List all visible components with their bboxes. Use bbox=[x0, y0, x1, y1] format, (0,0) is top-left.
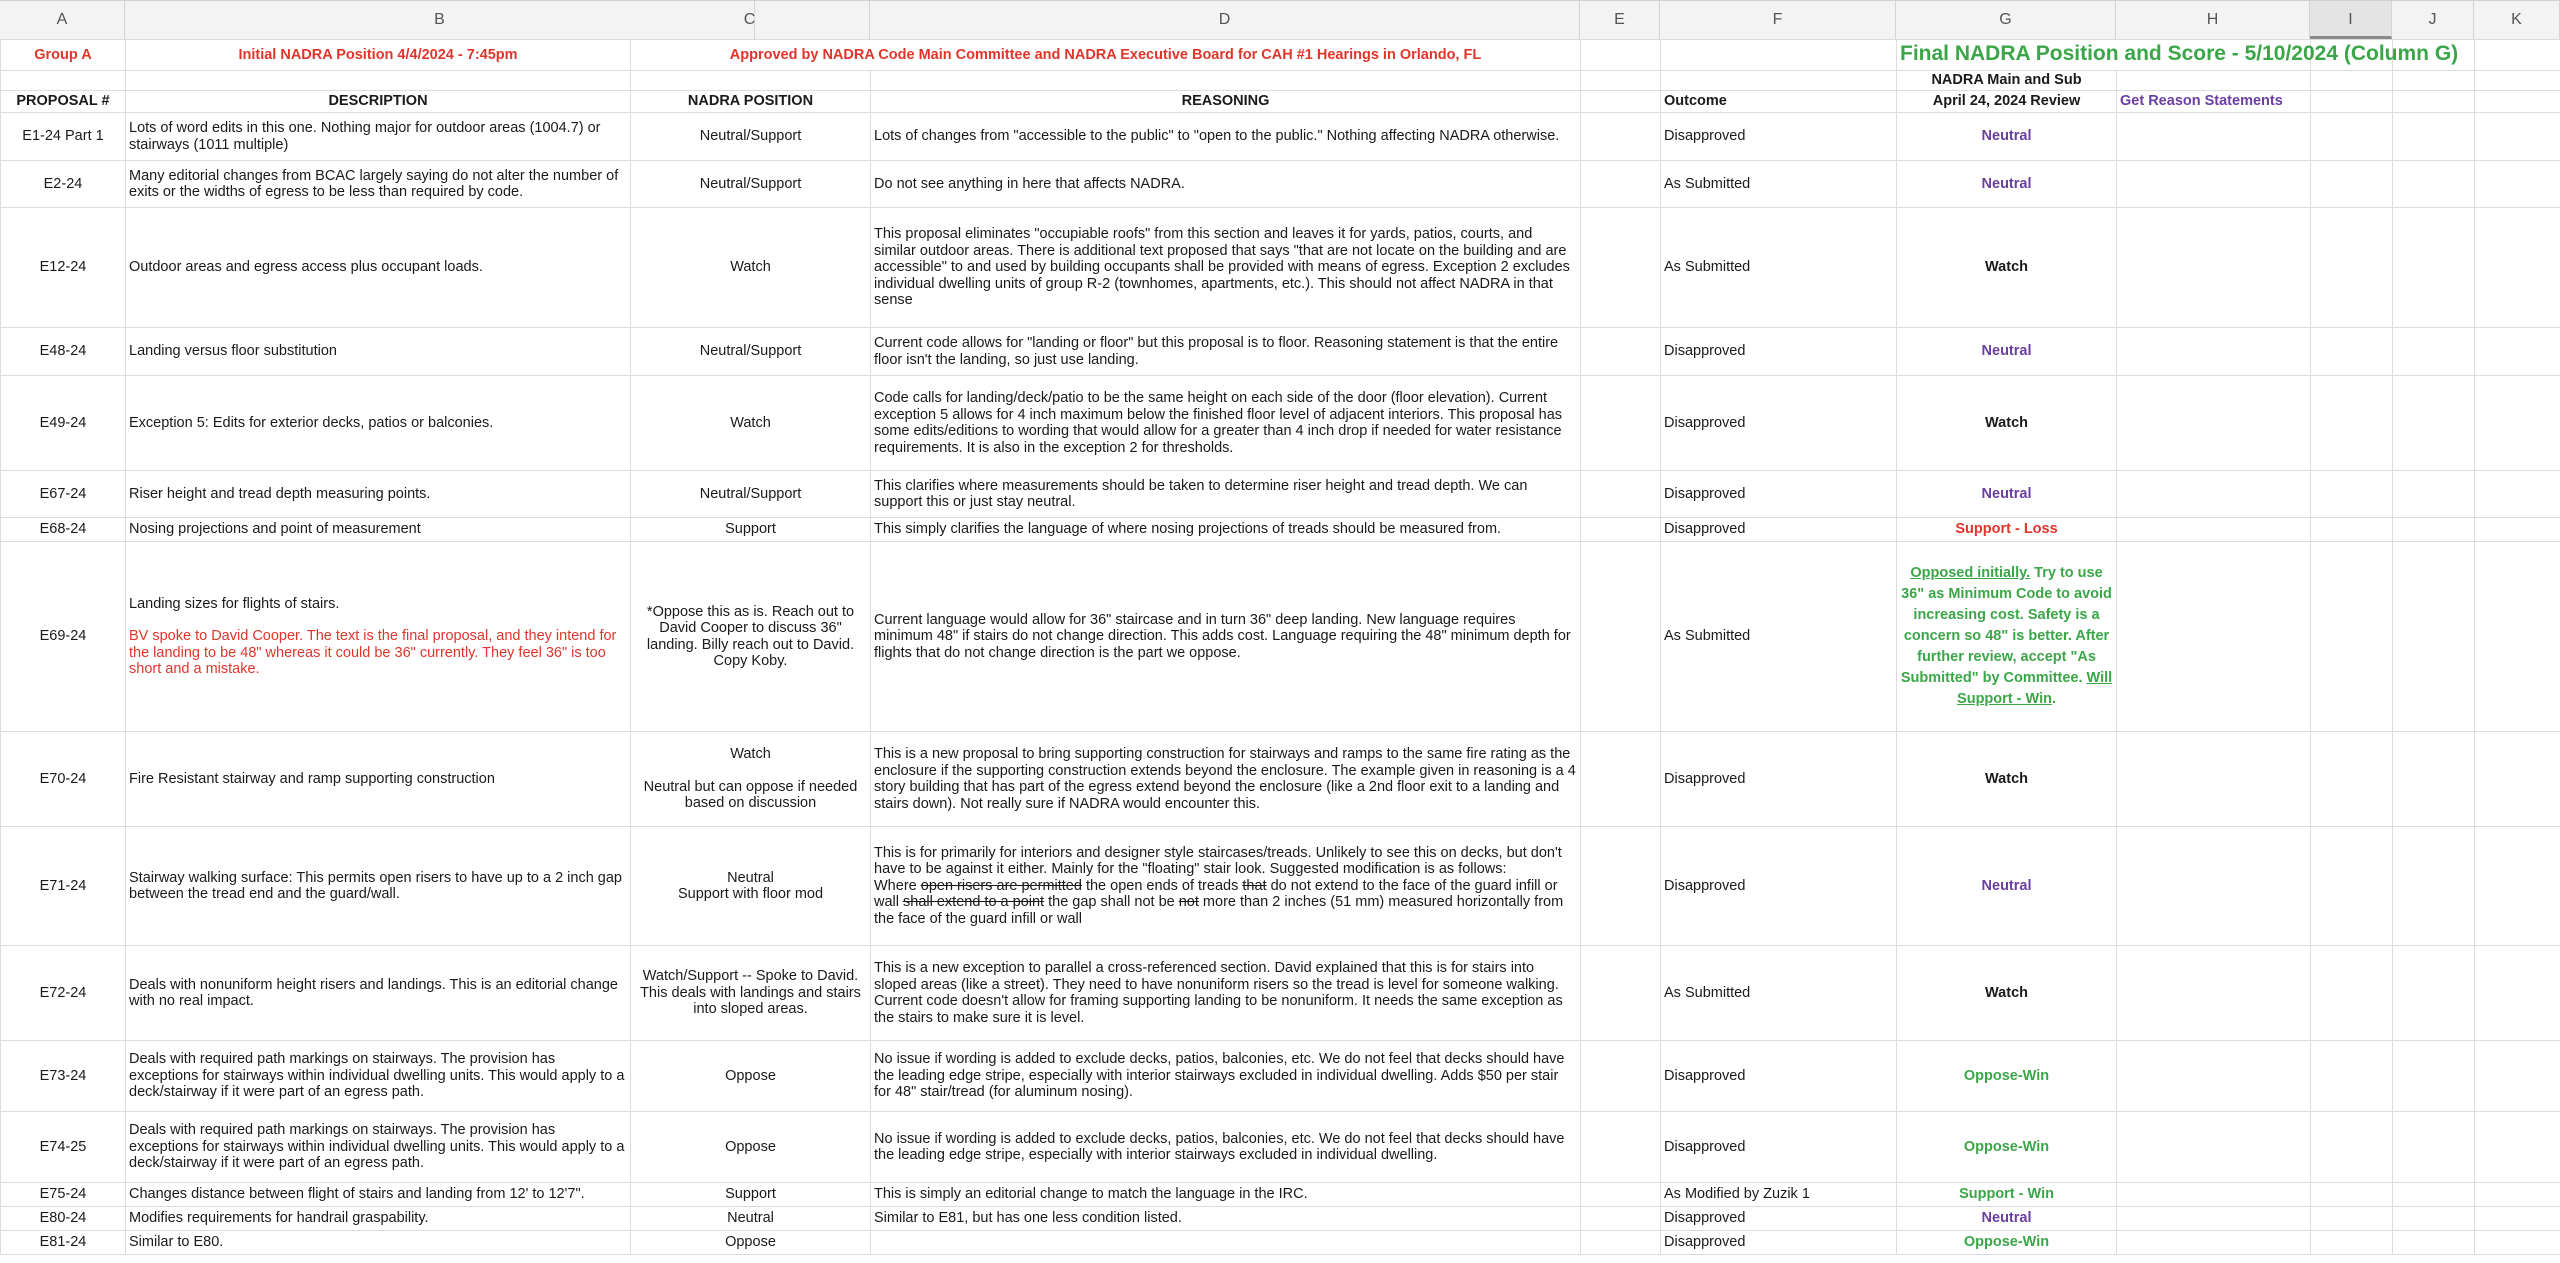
cell[interactable] bbox=[2475, 518, 2560, 542]
cell[interactable] bbox=[2311, 471, 2393, 518]
proposal-id[interactable]: E75-24 bbox=[1, 1183, 126, 1207]
cell[interactable] bbox=[2475, 542, 2560, 732]
nadra-position[interactable]: *Oppose this as is. Reach out to David Cooper to discuss 36" landing. Billy reach out to David. Copy Koby. bbox=[631, 542, 871, 732]
header-description[interactable]: DESCRIPTION bbox=[126, 91, 631, 113]
table-row bbox=[1, 1112, 2560, 1183]
description[interactable] bbox=[126, 542, 631, 732]
cell[interactable] bbox=[2393, 161, 2475, 208]
reasoning[interactable]: Current language would allow for 36" staircase and in turn 36" deep landing. New language requires minimum 48" if stairs do not change direction. This adds cost. Language requiring the 48" minimum depth for flights that do not change direction is the part we oppose. bbox=[871, 542, 1581, 732]
proposal-id[interactable]: E74-25 bbox=[1, 1112, 126, 1183]
cell[interactable] bbox=[2311, 328, 2393, 376]
cell[interactable] bbox=[1581, 113, 1661, 161]
cell[interactable] bbox=[2117, 376, 2311, 471]
cell[interactable] bbox=[2475, 208, 2560, 328]
outcome[interactable]: Disapproved bbox=[1661, 1231, 1897, 1255]
cell[interactable] bbox=[2117, 1041, 2311, 1112]
cell[interactable] bbox=[2311, 827, 2393, 946]
cell[interactable] bbox=[2393, 113, 2475, 161]
column-header-k[interactable]: K bbox=[2474, 1, 2560, 39]
description[interactable]: Fire Resistant stairway and ramp supporting construction bbox=[126, 732, 631, 827]
cell[interactable] bbox=[2393, 827, 2475, 946]
cell[interactable] bbox=[1581, 1112, 1661, 1183]
header-row bbox=[1, 91, 2560, 113]
description[interactable]: Riser height and tread depth measuring points. bbox=[126, 471, 631, 518]
mod-text: the open ends of treads bbox=[1081, 877, 1243, 894]
cell[interactable] bbox=[2311, 518, 2393, 542]
final-score[interactable]: Watch bbox=[1897, 946, 2117, 1041]
column-header-h[interactable]: H bbox=[2116, 1, 2310, 39]
final-score[interactable]: Oppose-Win bbox=[1897, 1112, 2117, 1183]
column-header-c[interactable]: C bbox=[630, 1, 870, 39]
nadra-position[interactable] bbox=[631, 827, 871, 946]
cell[interactable] bbox=[2475, 91, 2560, 113]
cell[interactable] bbox=[2393, 1207, 2475, 1231]
cell[interactable] bbox=[2393, 1231, 2475, 1255]
cell[interactable] bbox=[2117, 208, 2311, 328]
cell[interactable] bbox=[1581, 208, 1661, 328]
get-reason-statements-cell[interactable] bbox=[2117, 91, 2311, 113]
column-header-f[interactable]: F bbox=[1660, 1, 1896, 39]
nadra-position[interactable]: Watch bbox=[631, 208, 871, 328]
struck-text: not bbox=[1178, 894, 1199, 911]
column-header-i[interactable]: I bbox=[2310, 1, 2392, 39]
cell[interactable] bbox=[2393, 732, 2475, 827]
description[interactable]: Stairway walking surface: This permits open risers to have up to a 2 inch gap between the tread end and the guard/wall. bbox=[126, 827, 631, 946]
nadra-position[interactable]: Watch bbox=[631, 376, 871, 471]
cell[interactable] bbox=[2311, 1041, 2393, 1112]
final-score[interactable]: Support - Loss bbox=[1897, 518, 2117, 542]
cell[interactable] bbox=[2393, 1183, 2475, 1207]
sheet-grid bbox=[0, 39, 2560, 1255]
final-score[interactable]: Support - Win bbox=[1897, 1183, 2117, 1207]
column-header-e[interactable]: E bbox=[1580, 1, 1660, 39]
outcome[interactable]: Disapproved bbox=[1661, 113, 1897, 161]
proposal-id[interactable]: E69-24 bbox=[1, 542, 126, 732]
reasoning[interactable]: Similar to E81, but has one less condition listed. bbox=[871, 1207, 1581, 1231]
cell[interactable] bbox=[871, 71, 1581, 91]
table-row bbox=[1, 328, 2560, 376]
final-score[interactable]: Neutral bbox=[1897, 471, 2117, 518]
outcome[interactable]: Disapproved bbox=[1661, 1207, 1897, 1231]
cell[interactable] bbox=[2117, 518, 2311, 542]
final-position-title: Final NADRA Position and Score - 5/10/2024 (Column G) bbox=[1900, 41, 2459, 65]
position-line: Support with floor mod bbox=[677, 886, 824, 902]
nadra-position[interactable]: Neutral bbox=[631, 1207, 871, 1231]
table-row bbox=[1, 827, 2560, 946]
outcome[interactable]: As Submitted bbox=[1661, 208, 1897, 328]
column-header-d[interactable]: D bbox=[870, 1, 1580, 39]
cell[interactable] bbox=[2311, 732, 2393, 827]
outcome[interactable]: As Submitted bbox=[1661, 946, 1897, 1041]
mod-text: the gap shall not be bbox=[1044, 894, 1179, 911]
column-header-a[interactable]: A bbox=[0, 1, 125, 39]
final-score[interactable]: Watch bbox=[1897, 732, 2117, 827]
description[interactable]: Outdoor areas and egress access plus occupant loads. bbox=[126, 208, 631, 328]
reasoning[interactable]: Do not see anything in here that affects NADRA. bbox=[871, 161, 1581, 208]
table-row bbox=[1, 376, 2560, 471]
outcome[interactable]: Disapproved bbox=[1661, 518, 1897, 542]
final-score[interactable]: Neutral bbox=[1897, 827, 2117, 946]
cell[interactable] bbox=[2393, 376, 2475, 471]
proposal-id[interactable]: E49-24 bbox=[1, 376, 126, 471]
proposal-id[interactable]: E81-24 bbox=[1, 1231, 126, 1255]
description[interactable]: Deals with nonuniform height risers and landings. This is an editorial change with no real impact. bbox=[126, 946, 631, 1041]
table-row bbox=[1, 208, 2560, 328]
cell[interactable] bbox=[2311, 376, 2393, 471]
cell[interactable] bbox=[2311, 1231, 2393, 1255]
cell[interactable] bbox=[2475, 1112, 2560, 1183]
cell[interactable] bbox=[631, 71, 871, 91]
final-score[interactable]: Neutral bbox=[1897, 113, 2117, 161]
cell[interactable] bbox=[1581, 518, 1661, 542]
proposal-id[interactable]: E68-24 bbox=[1, 518, 126, 542]
nadra-position[interactable]: Watch/Support -- Spoke to David. This deals with landings and stairs into sloped areas. bbox=[631, 946, 871, 1041]
cell[interactable] bbox=[2475, 328, 2560, 376]
mod-text: do not extend to the face of the guard infill or wall bbox=[874, 877, 1558, 911]
final-score-part: Try to use 36" as Minimum Code to avoid increasing cost. Safety is a concern so 48" is better. After further review, accept "As Submitted" by Committee. bbox=[1900, 565, 2112, 686]
cell[interactable] bbox=[126, 71, 631, 91]
cell[interactable] bbox=[2311, 946, 2393, 1041]
struck-text: open risers are permitted bbox=[920, 877, 1082, 894]
cell[interactable] bbox=[1581, 827, 1661, 946]
cell[interactable] bbox=[2475, 827, 2560, 946]
cell[interactable] bbox=[1581, 1183, 1661, 1207]
proposal-id[interactable]: E71-24 bbox=[1, 827, 126, 946]
cell[interactable] bbox=[1581, 91, 1661, 113]
cell[interactable] bbox=[2393, 1041, 2475, 1112]
outcome[interactable]: Disapproved bbox=[1661, 732, 1897, 827]
proposal-id[interactable]: E2-24 bbox=[1, 161, 126, 208]
proposal-id[interactable]: E1-24 Part 1 bbox=[1, 113, 126, 161]
cell[interactable] bbox=[2393, 208, 2475, 328]
struck-text: shall extend to a point bbox=[903, 894, 1045, 911]
nadra-position[interactable]: Support bbox=[631, 518, 871, 542]
outcome[interactable]: As Modified by Zuzik 1 bbox=[1661, 1183, 1897, 1207]
reasoning[interactable]: Code calls for landing/deck/patio to be the same height on each side of the door (floor elevation). Current exception 5 allows for 4 inch maximum below the finished floor level of adjacent interiors. This proposal has some edits/editions to wording that would allow for a greater than 4 inch drop if needed for water resistance requirements. It is also in the exception 2 for thresholds. bbox=[871, 376, 1581, 471]
table-row bbox=[1, 1231, 2560, 1255]
final-score[interactable]: Watch bbox=[1897, 208, 2117, 328]
reasoning[interactable]: This proposal eliminates "occupiable roofs" from this section and leaves it for yards, patios, courts, and similar outdoor areas. There is additional text proposed that says "that are not locate on the building and are accessible" to and used by building occupants shall be provided with means of egress. Exception 2 excludes individual dwelling units of group R-2 (townhomes, apartments, etc.). This should not affect NADRA in that sense bbox=[871, 208, 1581, 328]
table-row bbox=[1, 1183, 2560, 1207]
description[interactable]: Deals with required path markings on stairways. The provision has exceptions for stairways within individual dwelling units. This would apply to a deck/stairway if it were part of an egress path. bbox=[126, 1112, 631, 1183]
cell[interactable] bbox=[1661, 71, 1897, 91]
cell[interactable] bbox=[2393, 518, 2475, 542]
table-row bbox=[1, 113, 2560, 161]
cell[interactable] bbox=[2475, 946, 2560, 1041]
proposal-id[interactable]: E48-24 bbox=[1, 328, 126, 376]
final-score-part: Will Support - Win bbox=[1957, 670, 2113, 707]
cell[interactable] bbox=[2311, 161, 2393, 208]
struck-text: that bbox=[1242, 877, 1267, 894]
cell[interactable] bbox=[2117, 113, 2311, 161]
cell[interactable] bbox=[2311, 1112, 2393, 1183]
position-line: Watch bbox=[730, 746, 771, 763]
table-row bbox=[1, 471, 2560, 518]
approved-title[interactable]: Approved by NADRA Code Main Committee and NADRA Executive Board for CAH #1 Hearings in Orlando, FL bbox=[631, 40, 1581, 71]
reasoning[interactable]: This is a new proposal to bring supporting construction for stairways and ramps to the same fire rating as the enclosure if the supporting construction extends beyond the enclosure. The example given in reasoning is a 4 story building that has part of the egress extend beyond the enclosure (like a 2nd floor exit to a landing and stairs down). Not really sure if NADRA would encounter this. bbox=[871, 732, 1581, 827]
cell[interactable] bbox=[1581, 376, 1661, 471]
outcome[interactable]: Disapproved bbox=[1661, 1041, 1897, 1112]
description[interactable]: Many editorial changes from BCAC largely saying do not alter the number of exits or the widths of egress to be less than required by code. bbox=[126, 161, 631, 208]
description[interactable]: Deals with required path markings on stairways. The provision has exceptions for stairways within individual dwelling units. This would apply to a deck/stairway if it were part of an egress path. bbox=[126, 1041, 631, 1112]
group-label[interactable]: Group A bbox=[1, 40, 126, 71]
position-line: Neutral but can oppose if needed based on discussion bbox=[643, 778, 858, 812]
cell[interactable] bbox=[2475, 1041, 2560, 1112]
final-position-title-cell[interactable] bbox=[1897, 40, 2459, 71]
title-row bbox=[1, 40, 2560, 71]
description[interactable]: Landing versus floor substitution bbox=[126, 328, 631, 376]
cell[interactable] bbox=[2117, 471, 2311, 518]
outcome[interactable]: As Submitted bbox=[1661, 542, 1897, 732]
nadra-position[interactable]: Support bbox=[631, 1183, 871, 1207]
cell[interactable] bbox=[2117, 827, 2311, 946]
description[interactable]: Exception 5: Edits for exterior decks, patios or balconies. bbox=[126, 376, 631, 471]
proposal-id[interactable]: E70-24 bbox=[1, 732, 126, 827]
cell[interactable] bbox=[1581, 542, 1661, 732]
table-row bbox=[1, 946, 2560, 1041]
cell[interactable] bbox=[2393, 91, 2475, 113]
reasoning[interactable] bbox=[871, 827, 1581, 946]
line-gap bbox=[129, 612, 627, 628]
proposal-id[interactable]: E67-24 bbox=[1, 471, 126, 518]
cell[interactable] bbox=[2117, 71, 2311, 91]
reasoning[interactable]: This simply clarifies the language of where nosing projections of treads should be measured from. bbox=[871, 518, 1581, 542]
reasoning[interactable]: This clarifies where measurements should be taken to determine riser height and tread depth. We can support this or just stay neutral. bbox=[871, 471, 1581, 518]
proposal-id[interactable]: E73-24 bbox=[1, 1041, 126, 1112]
cell[interactable] bbox=[2475, 1207, 2560, 1231]
table-row bbox=[1, 161, 2560, 208]
cell[interactable] bbox=[2117, 1183, 2311, 1207]
final-score[interactable]: Neutral bbox=[1897, 1207, 2117, 1231]
outcome[interactable]: Disapproved bbox=[1661, 1112, 1897, 1183]
header-review-date[interactable]: April 24, 2024 Review bbox=[1897, 91, 2117, 113]
cell[interactable] bbox=[1581, 328, 1661, 376]
cell[interactable] bbox=[1581, 40, 1661, 71]
cell[interactable] bbox=[2475, 113, 2560, 161]
nadra-position[interactable]: Neutral/Support bbox=[631, 161, 871, 208]
cell[interactable] bbox=[1581, 946, 1661, 1041]
cell[interactable] bbox=[2393, 1112, 2475, 1183]
cell[interactable] bbox=[2311, 1207, 2393, 1231]
cell[interactable] bbox=[2393, 946, 2475, 1041]
cell[interactable] bbox=[1581, 1041, 1661, 1112]
cell[interactable] bbox=[2475, 161, 2560, 208]
cell[interactable] bbox=[2117, 1231, 2311, 1255]
initial-position-title[interactable]: Initial NADRA Position 4/4/2024 - 7:45pm bbox=[126, 40, 631, 71]
cell[interactable] bbox=[1581, 1207, 1661, 1231]
nadra-position[interactable]: Neutral/Support bbox=[631, 113, 871, 161]
cell[interactable] bbox=[2117, 1112, 2311, 1183]
mod-text: more than 2 inches (51 mm) measured horizontally from the face of the guard infill or wall bbox=[874, 894, 1564, 927]
description[interactable]: Changes distance between flight of stairs and landing from 12' to 12'7". bbox=[126, 1183, 631, 1207]
table-row bbox=[1, 518, 2560, 542]
description[interactable]: Similar to E80. bbox=[126, 1231, 631, 1255]
cell[interactable] bbox=[2393, 328, 2475, 376]
description[interactable]: Lots of word edits in this one. Nothing major for outdoor areas (1004.7) or stairways (1011 multiple) bbox=[126, 113, 631, 161]
cell[interactable] bbox=[2393, 542, 2475, 732]
reasoning[interactable]: No issue if wording is added to exclude decks, patios, balconies, etc. We do not feel that decks should have the leading edge stripe, especially with interior stairways excluded in individual dwelling. Adds $50 per stair for 48" stair/tread (for aluminum nosing). bbox=[871, 1041, 1581, 1112]
outcome[interactable]: Disapproved bbox=[1661, 376, 1897, 471]
final-score-text: Opposed initially. Try to use 36" as Minimum Code to avoid increasing cost. Safety is a concern so 48" is better. After further review, accept "As Submitted" by Committee. Will Support - Win. bbox=[1900, 565, 2113, 707]
proposal-id[interactable]: E80-24 bbox=[1, 1207, 126, 1231]
description-text: Landing sizes for flights of stairs. bbox=[129, 595, 340, 612]
reasoning[interactable]: This is simply an editorial change to match the language in the IRC. bbox=[871, 1183, 1581, 1207]
final-score-part: Opposed initially. bbox=[1910, 565, 2031, 581]
description[interactable]: Modifies requirements for handrail graspability. bbox=[126, 1207, 631, 1231]
table-row bbox=[1, 542, 2560, 732]
table-row bbox=[1, 1041, 2560, 1112]
table-row bbox=[1, 732, 2560, 827]
cell[interactable] bbox=[1581, 71, 1661, 91]
cell[interactable] bbox=[1581, 1231, 1661, 1255]
cell[interactable] bbox=[2311, 1183, 2393, 1207]
outcome[interactable]: As Submitted bbox=[1661, 161, 1897, 208]
cell[interactable] bbox=[2117, 542, 2311, 732]
cell[interactable] bbox=[2475, 40, 2560, 71]
final-score[interactable]: Neutral bbox=[1897, 328, 2117, 376]
reasoning[interactable]: This is a new exception to parallel a cross-referenced section. David explained that this is for stairs into sloped areas (like a street). They need to have nonuniform risers so the tread is level for someone walking. Current code doesn't allow for framing supporting landing to be nonuniform. It needs the same exception as the stairs to make sure it is level. bbox=[871, 946, 1581, 1041]
cell[interactable] bbox=[2311, 71, 2393, 91]
nadra-position[interactable]: Neutral/Support bbox=[631, 471, 871, 518]
cell[interactable] bbox=[2311, 91, 2393, 113]
final-score[interactable]: Oppose-Win bbox=[1897, 1231, 2117, 1255]
nadra-position[interactable]: Neutral/Support bbox=[631, 328, 871, 376]
nadra-position[interactable]: Oppose bbox=[631, 1041, 871, 1112]
cell[interactable] bbox=[2475, 471, 2560, 518]
cell[interactable] bbox=[1581, 732, 1661, 827]
cell[interactable] bbox=[2393, 471, 2475, 518]
cell[interactable] bbox=[2475, 1183, 2560, 1207]
column-header-bar bbox=[0, 0, 2560, 40]
mod-text: Where bbox=[874, 877, 921, 894]
subheader-row bbox=[1, 71, 2560, 91]
reasoning[interactable]: Lots of changes from "accessible to the public" to "open to the public." Nothing affecting NADRA otherwise. bbox=[871, 113, 1581, 161]
outcome[interactable]: Disapproved bbox=[1661, 328, 1897, 376]
column-header-g[interactable]: G bbox=[1896, 1, 2116, 39]
column-header-j[interactable]: J bbox=[2392, 1, 2474, 39]
cell[interactable] bbox=[2117, 732, 2311, 827]
cell[interactable] bbox=[2117, 161, 2311, 208]
get-reason-statements-link[interactable]: Get Reason Statements bbox=[2120, 93, 2283, 110]
reasoning[interactable]: No issue if wording is added to exclude decks, patios, balconies, etc. We do not feel that decks should have the leading edge stripe, especially with interior stairways excluded in individual dwelling. bbox=[871, 1112, 1581, 1183]
header-proposal[interactable]: PROPOSAL # bbox=[1, 91, 126, 113]
cell[interactable] bbox=[2311, 113, 2393, 161]
header-nadra-position[interactable]: NADRA POSITION bbox=[631, 91, 871, 113]
final-score[interactable]: Watch bbox=[1897, 376, 2117, 471]
outcome[interactable]: Disapproved bbox=[1661, 471, 1897, 518]
cell[interactable] bbox=[2311, 542, 2393, 732]
header-outcome[interactable]: Outcome bbox=[1661, 91, 1897, 113]
description[interactable]: Nosing projections and point of measurement bbox=[126, 518, 631, 542]
cell[interactable] bbox=[2311, 208, 2393, 328]
cell[interactable] bbox=[1581, 471, 1661, 518]
position-line: Neutral bbox=[727, 869, 774, 886]
description-note: BV spoke to David Cooper. The text is the final proposal, and they intend for the landing to be 48" whereas it could be 36" currently. They feel 36" is too short and a mistake. bbox=[129, 628, 617, 677]
cell[interactable] bbox=[2117, 328, 2311, 376]
nadra-position[interactable]: Oppose bbox=[631, 1231, 871, 1255]
cell[interactable] bbox=[2475, 732, 2560, 827]
cell[interactable] bbox=[2475, 1231, 2560, 1255]
final-score[interactable]: Neutral bbox=[1897, 161, 2117, 208]
review-subheader[interactable]: NADRA Main and Sub bbox=[1897, 71, 2117, 91]
column-header-b[interactable]: B bbox=[125, 1, 755, 39]
cell[interactable] bbox=[2475, 71, 2560, 91]
final-score[interactable] bbox=[1897, 542, 2117, 732]
nadra-position[interactable] bbox=[631, 732, 871, 827]
cell[interactable] bbox=[2117, 946, 2311, 1041]
cell[interactable] bbox=[2475, 376, 2560, 471]
final-score[interactable]: Oppose-Win bbox=[1897, 1041, 2117, 1112]
cell[interactable] bbox=[1, 71, 126, 91]
table-row bbox=[1, 1207, 2560, 1231]
line-gap bbox=[634, 763, 867, 779]
outcome[interactable]: Disapproved bbox=[1661, 827, 1897, 946]
cell[interactable] bbox=[1581, 161, 1661, 208]
proposal-id[interactable]: E12-24 bbox=[1, 208, 126, 328]
cell[interactable] bbox=[1661, 40, 1897, 71]
nadra-position[interactable]: Oppose bbox=[631, 1112, 871, 1183]
reasoning[interactable] bbox=[871, 1231, 1581, 1255]
cell[interactable] bbox=[2117, 1207, 2311, 1231]
reasoning[interactable]: Current code allows for "landing or floor" but this proposal is to floor. Reasoning statement is that the entire floor isn't the landing, so just use landing. bbox=[871, 328, 1581, 376]
proposal-id[interactable]: E72-24 bbox=[1, 946, 126, 1041]
header-reasoning[interactable]: REASONING bbox=[871, 91, 1581, 113]
reasoning-text: This is for primarily for interiors and designer style staircases/treads. Unlikely to see this on decks, but don't have to be against it either. Mainly for the "floating" stair look. Suggested modification is as follows: bbox=[874, 844, 1562, 878]
cell[interactable] bbox=[2393, 71, 2475, 91]
